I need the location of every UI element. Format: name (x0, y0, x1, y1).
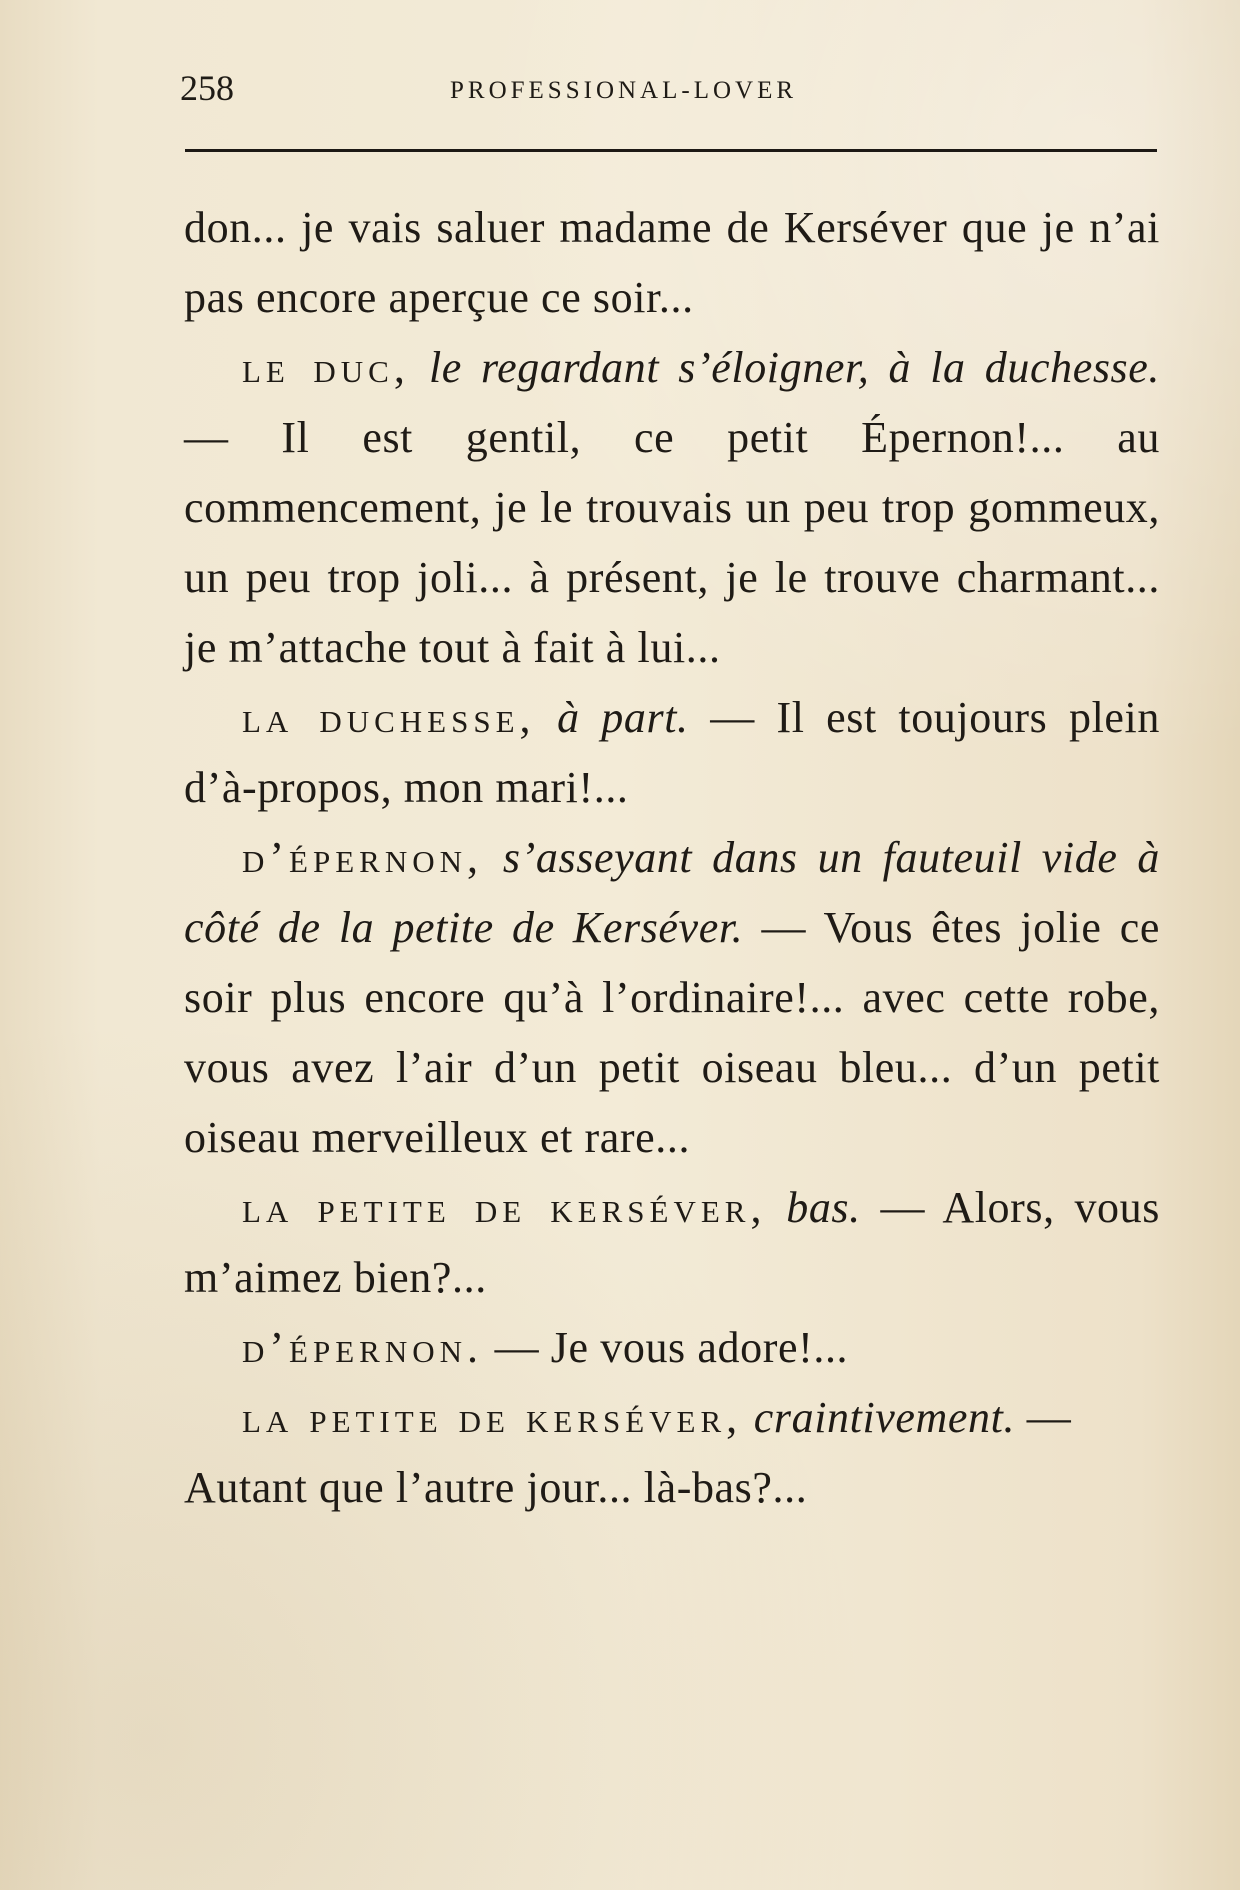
stage-direction-kersever-1: bas. (786, 1183, 861, 1232)
speaker-epernon-1: d’épernon, (242, 833, 483, 882)
speaker-kersever-1: la petite de kerséver, (242, 1183, 767, 1232)
epernon-paragraph-2 (184, 1313, 1160, 1383)
page-text (184, 193, 1160, 1523)
page-header (180, 70, 1160, 120)
dialogue-dash-kersever-2: — (1026, 1393, 1072, 1442)
dialogue-epernon-2: — Je vous adore!... (494, 1323, 849, 1372)
dialogue-duchesse: — Il est toujours plein d’à-propos, mon mari!... (184, 693, 1160, 812)
speaker-kersever-2: la petite de kerséver, (242, 1393, 743, 1442)
running-title: PROFESSIONAL-LOVER (450, 77, 798, 104)
kersever-paragraph-2 (184, 1383, 1160, 1523)
dialogue-kersever-2: Autant que l’autre jour... là-bas?... (184, 1463, 808, 1512)
header-rule (185, 149, 1157, 152)
duchesse-paragraph (184, 683, 1160, 823)
stage-direction-duchesse: à part. (557, 693, 689, 742)
page-number: 258 (180, 68, 234, 108)
speaker-epernon-2: d’épernon. (242, 1323, 483, 1372)
kersever-paragraph-1 (184, 1173, 1160, 1313)
dialogue-kersever-1: — Alors, vous m’aimez bien?... (184, 1183, 1160, 1302)
continuation-text: don... je vais saluer madame de Kerséver que je n’ai pas encore aperçue ce soir... (184, 203, 1160, 322)
stage-direction-epernon-1: s’asseyant dans un fauteuil vide à côté de la petite de Kerséver. (184, 833, 1160, 952)
duc-paragraph (184, 333, 1160, 683)
dialogue-epernon-1: — Vous êtes jolie ce soir plus encore qu’à l’ordinaire!... avec cette robe, vous avez l’air d’un petit oiseau bleu... d’un petit oiseau merveilleux et rare... (184, 903, 1160, 1162)
speaker-duchesse: la duchesse, (242, 693, 536, 742)
stage-direction-kersever-2: craintivement. (753, 1393, 1016, 1442)
epernon-paragraph-1 (184, 823, 1160, 1173)
speaker-duc: le duc, (242, 343, 410, 392)
continuation-paragraph (184, 193, 1160, 333)
stage-direction-duc: le regardant s’éloigner, à la duchesse. (428, 343, 1161, 392)
dialogue-duc: — Il est gentil, ce petit Épernon!... au commencement, je le trouvais un peu trop gommeux, un peu trop joli... à présent, je le trouve charmant... je m’attache tout à fait à lui... (184, 413, 1160, 672)
